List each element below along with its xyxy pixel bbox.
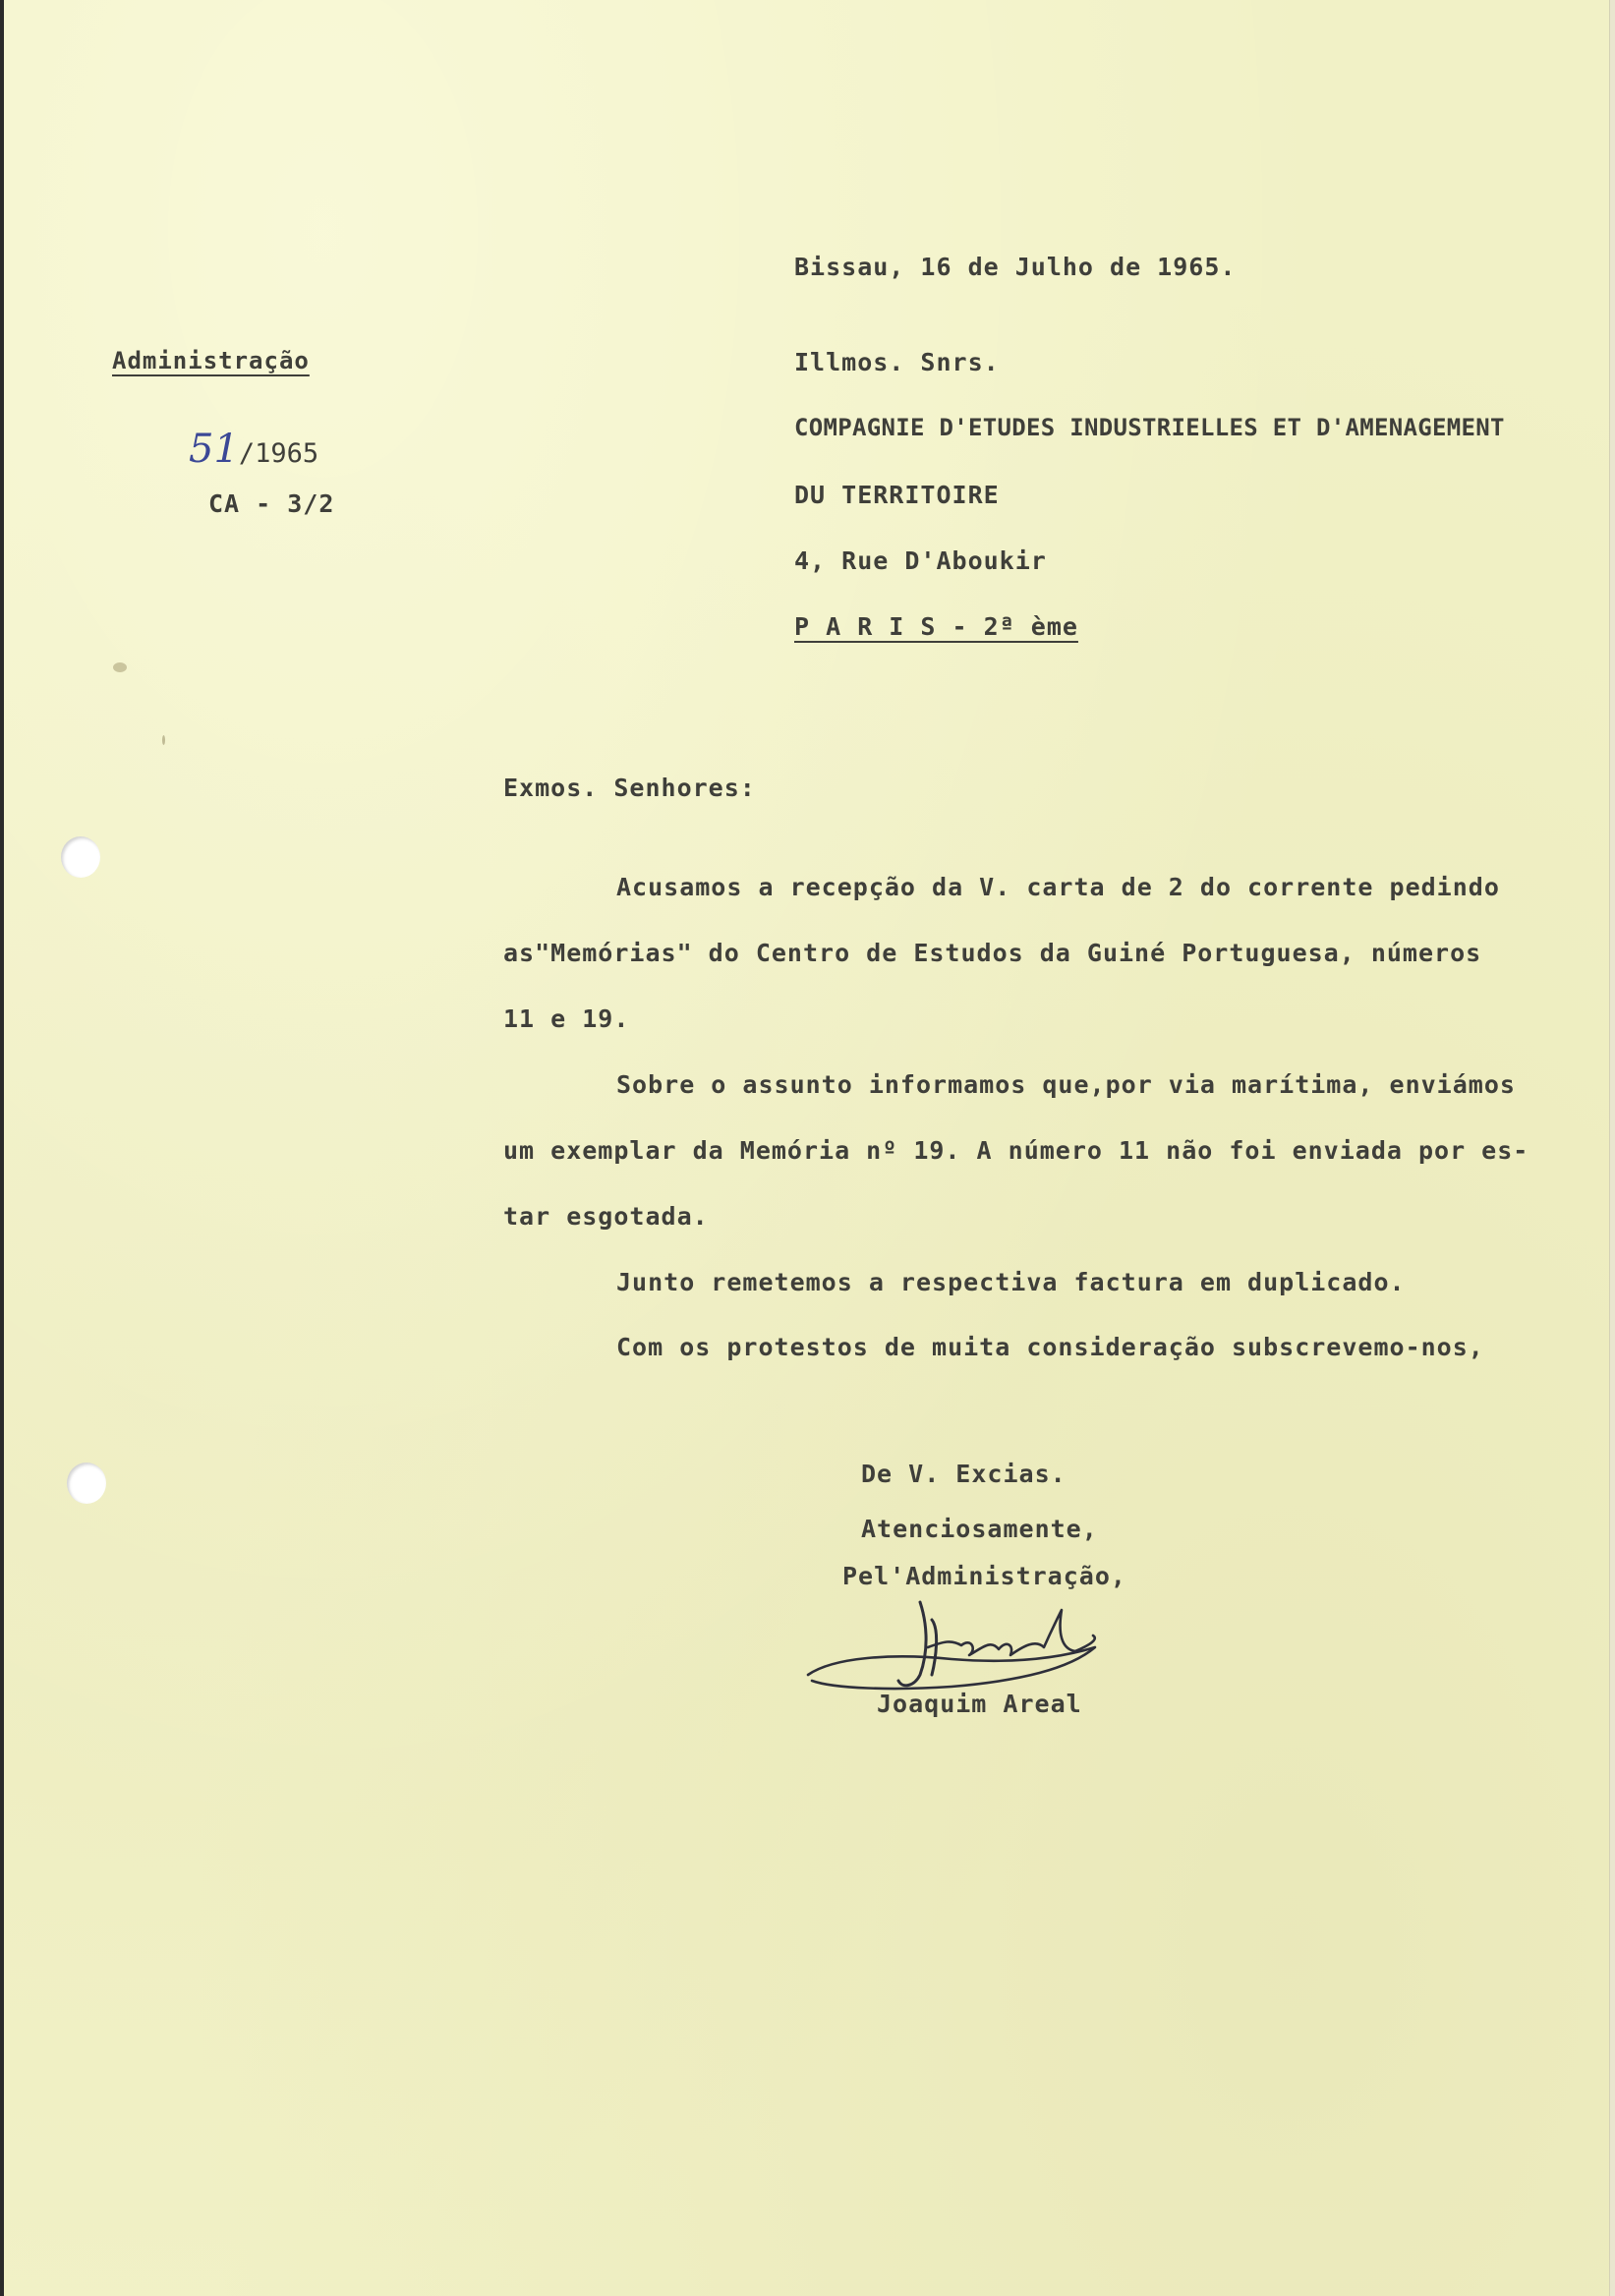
body-line: as"Memórias" do Centro de Estudos da Guiné Portuguesa, números bbox=[503, 939, 1482, 967]
closing-line: Pel'Administração, bbox=[842, 1562, 1126, 1590]
signer-name: Joaquim Areal bbox=[877, 1690, 1082, 1718]
body-line: um exemplar da Memória nº 19. A número 11 não foi enviada por es- bbox=[503, 1136, 1529, 1165]
department-heading: Administração bbox=[112, 347, 310, 374]
letter-date: Bissau, 16 de Julho de 1965. bbox=[794, 253, 1237, 281]
closing-line: Atenciosamente, bbox=[861, 1515, 1098, 1543]
paper-mark bbox=[162, 735, 165, 745]
body-line: tar esgotada. bbox=[503, 1202, 709, 1231]
paper-smudge bbox=[113, 662, 127, 672]
handwritten-signature bbox=[804, 1590, 1119, 1693]
reference-year: /1965 bbox=[238, 438, 319, 469]
body-line: 11 e 19. bbox=[503, 1004, 630, 1033]
recipient-salutation: Illmos. Snrs. bbox=[794, 348, 1000, 376]
recipient-company-line-2: DU TERRITOIRE bbox=[794, 481, 1000, 509]
body-line: Acusamos a recepção da V. carta de 2 do corrente pedindo bbox=[616, 873, 1500, 901]
punch-hole-bottom bbox=[67, 1463, 106, 1504]
reference-handwritten-number: 51 bbox=[189, 427, 239, 472]
body-line: Com os protestos de muita consideração subscrevemo-nos, bbox=[616, 1333, 1484, 1361]
body-line: Junto remetemos a respectiva factura em duplicado. bbox=[616, 1268, 1406, 1296]
punch-hole-top bbox=[61, 836, 100, 878]
reference-code: CA - 3/2 bbox=[208, 489, 335, 518]
reference-number bbox=[189, 427, 319, 472]
page-left-edge bbox=[0, 0, 4, 2296]
recipient-street: 4, Rue D'Aboukir bbox=[794, 546, 1047, 575]
body-line: Sobre o assunto informamos que,por via marítima, enviámos bbox=[616, 1070, 1516, 1099]
letter-salutation: Exmos. Senhores: bbox=[503, 774, 756, 802]
recipient-city: P A R I S - 2ª ème bbox=[794, 612, 1078, 641]
page-right-edge bbox=[1609, 0, 1615, 2296]
closing-line: De V. Excias. bbox=[861, 1460, 1067, 1488]
recipient-company-line-1: COMPAGNIE D'ETUDES INDUSTRIELLES ET D'AMENAGEMENT bbox=[794, 414, 1505, 441]
